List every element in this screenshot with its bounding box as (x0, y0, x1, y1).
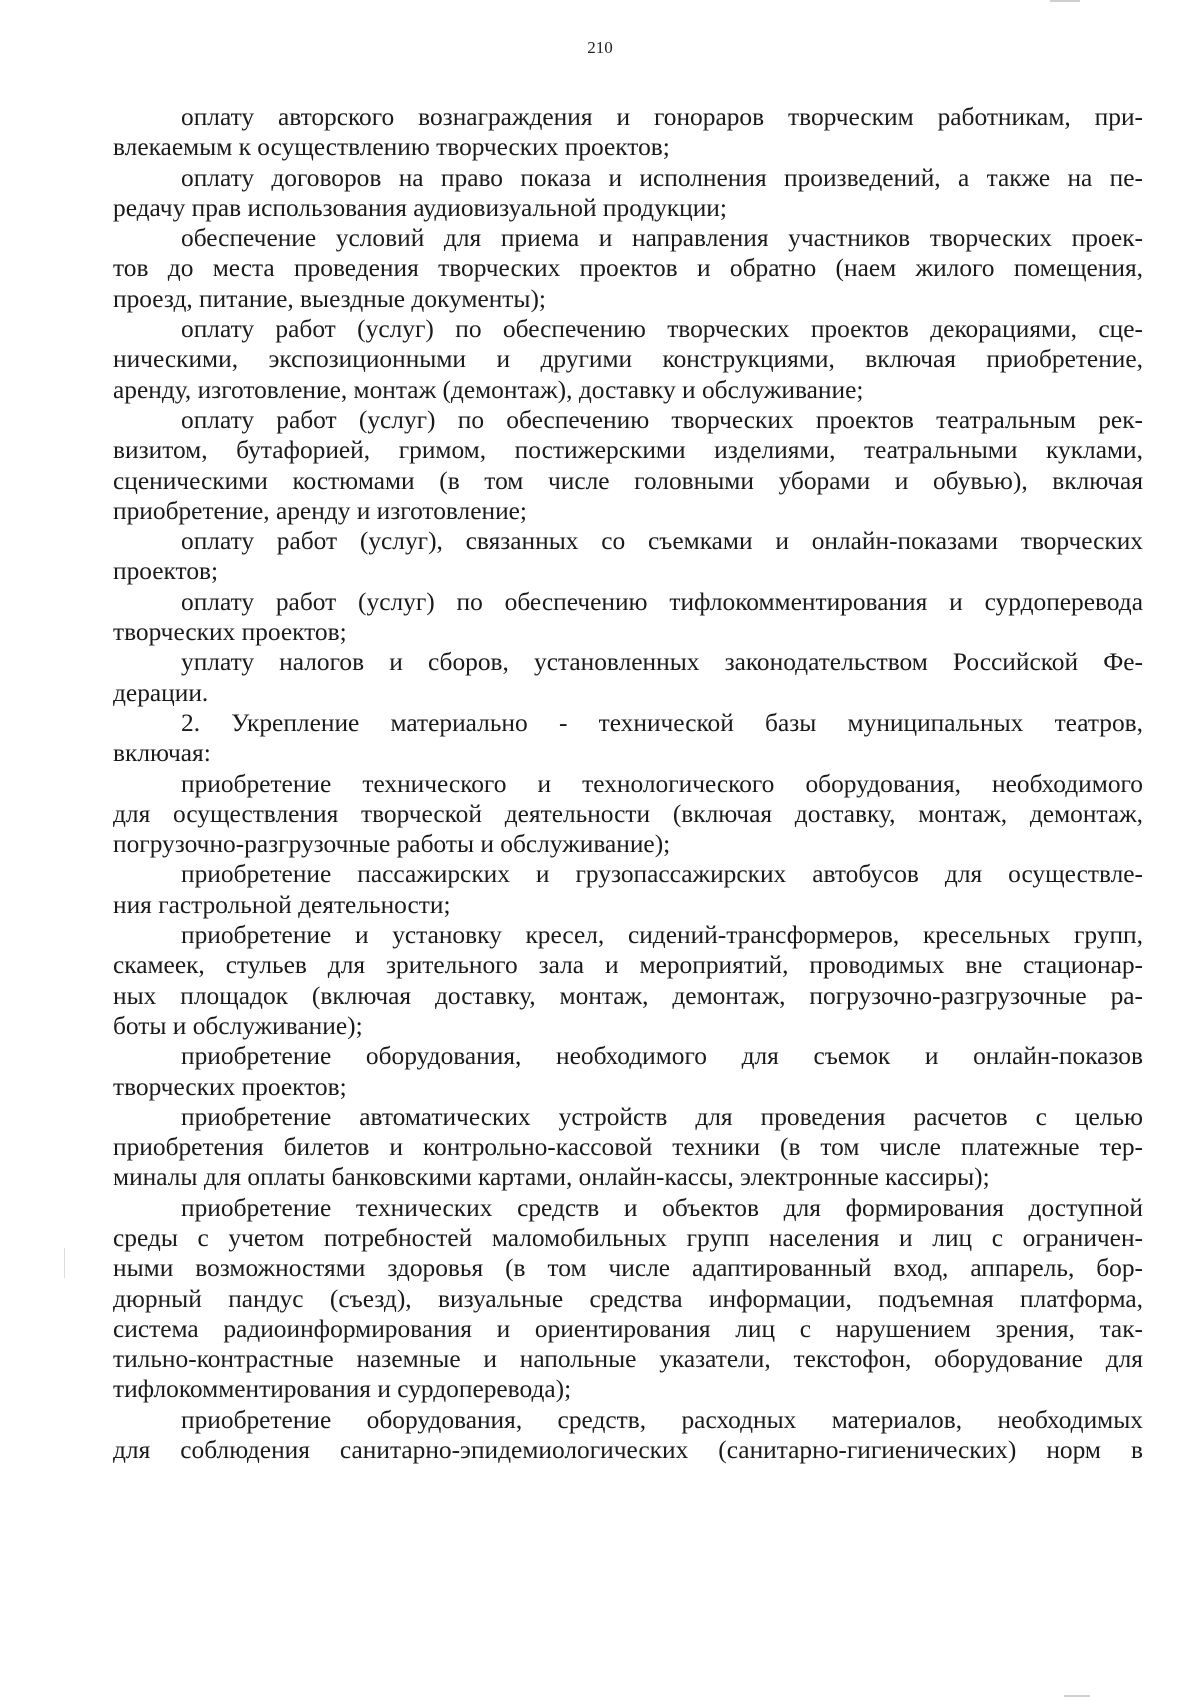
text-line: аренду, изготовление, монтаж (демонтаж), доставку и обслуживание; (113, 375, 864, 404)
text-line: обеспечение условий для приема и направления участников творческих проек- (181, 224, 1143, 253)
paragraph (113, 163, 1143, 224)
text-line: тов до места проведения творческих проектов и обратно (наем жилого помещения, (113, 254, 1143, 283)
paragraph (113, 587, 1143, 648)
text-line: включая: (113, 739, 211, 768)
text-line: скамеек, стульев для зрительного зала и мероприятий, проводимых вне стационар- (113, 951, 1143, 980)
text-line: 2. Укрепление материально - технической базы муниципальных театров, (181, 708, 1143, 737)
text-line: проезд, питание, выездные документы); (113, 284, 546, 313)
paragraph (113, 1405, 1143, 1466)
text-line: влекаемым к осуществлению творческих проектов; (113, 133, 670, 162)
scan-artifact-top (1050, 0, 1080, 2)
text-line: система радиоинформирования и ориентирования лиц с нарушением зрения, так- (113, 1314, 1143, 1343)
text-line: уплату налогов и сборов, установленных законодательством Российской Фе- (181, 648, 1143, 677)
text-line: оплату договоров на право показа и исполнения произведений, а также на пе- (181, 163, 1143, 192)
paragraph (113, 1041, 1143, 1102)
text-line: боты и обслуживание); (113, 1011, 363, 1040)
text-line: ных площадок (включая доставку, монтаж, демонтаж, погрузочно-разгрузочные ра- (113, 981, 1143, 1010)
text-line: для осуществления творческой деятельности (включая доставку, монтаж, демонтаж, (113, 799, 1143, 828)
text-line: погрузочно-разгрузочные работы и обслуживание); (113, 830, 671, 859)
text-line: оплату работ (услуг) по обеспечению тифлокомментирования и сурдоперевода (181, 587, 1143, 616)
text-line: редачу прав использования аудиовизуальной продукции; (113, 193, 727, 222)
text-line: приобретения билетов и контрольно-кассовой техники (в том числе платежные тер- (113, 1133, 1143, 1162)
text-line: дюрный пандус (съезд), визуальные средства информации, подъемная платформа, (113, 1284, 1143, 1313)
text-line: оплату работ (услуг), связанных со съемками и онлайн-показами творческих (181, 527, 1143, 556)
document-body (113, 102, 1143, 1465)
text-line: сценическими костюмами (в том числе головными уборами и обувью), включая (113, 466, 1143, 495)
paragraph (113, 647, 1143, 708)
paragraph (113, 102, 1143, 163)
text-line: тифлокомментирования и сурдоперевода); (113, 1375, 572, 1404)
text-line: дерации. (113, 678, 209, 707)
text-line: ния гастрольной деятельности; (113, 890, 451, 919)
paragraph (113, 526, 1143, 587)
text-line: оплату авторского вознаграждения и гонораров творческим работникам, при- (181, 103, 1143, 131)
text-line: оплату работ (услуг) по обеспечению творческих проектов театральным рек- (181, 405, 1143, 434)
text-line: тильно-контрастные наземные и напольные указатели, текстофон, оборудование для (113, 1345, 1143, 1374)
text-line: приобретение оборудования, средств, расходных материалов, необходимых (181, 1405, 1143, 1434)
text-line: приобретение автоматических устройств для проведения расчетов с целью (181, 1102, 1143, 1131)
text-line: творческих проектов; (113, 618, 347, 647)
text-line: приобретение пассажирских и грузопассажирских автобусов для осуществле- (181, 860, 1143, 889)
paragraph (113, 223, 1143, 314)
text-line: приобретение технического и технологического оборудования, необходимого (181, 769, 1143, 798)
text-line: творческих проектов; (113, 1072, 347, 1101)
paragraph (113, 859, 1143, 920)
paragraph (113, 708, 1143, 769)
text-line: приобретение оборудования, необходимого для съемок и онлайн-показов (181, 1042, 1143, 1071)
text-line: проектов; (113, 557, 219, 586)
text-line: ническими, экспозиционными и другими конструкциями, включая приобретение, (113, 345, 1143, 374)
paragraph (113, 1193, 1143, 1405)
text-line: приобретение, аренду и изготовление; (113, 496, 527, 525)
text-line: оплату работ (услуг) по обеспечению творческих проектов декорациями, сце- (181, 315, 1143, 344)
text-line: среды с учетом потребностей маломобильных групп населения и лиц с ограничен- (113, 1223, 1143, 1252)
text-line: миналы для оплаты банковскими картами, онлайн-кассы, электронные кассиры); (113, 1163, 990, 1192)
paragraph (113, 314, 1143, 405)
text-line: приобретение и установку кресел, сидений-трансформеров, кресельных групп, (181, 921, 1143, 950)
paragraph (113, 769, 1143, 860)
paragraph (113, 920, 1143, 1041)
text-line: для соблюдения санитарно-эпидемиологических (санитарно-гигиенических) норм в (113, 1436, 1143, 1465)
paragraph (113, 1102, 1143, 1193)
page-number: 210 (587, 38, 613, 57)
paragraph (113, 405, 1143, 526)
text-line: визитом, бутафорией, гримом, постижерскими изделиями, театральными куклами, (113, 436, 1143, 465)
margin-mark (64, 1248, 65, 1278)
text-line: приобретение технических средств и объектов для формирования доступной (181, 1193, 1143, 1222)
text-line: ными возможностями здоровья (в том числе адаптированный вход, аппарель, бор- (113, 1254, 1143, 1283)
